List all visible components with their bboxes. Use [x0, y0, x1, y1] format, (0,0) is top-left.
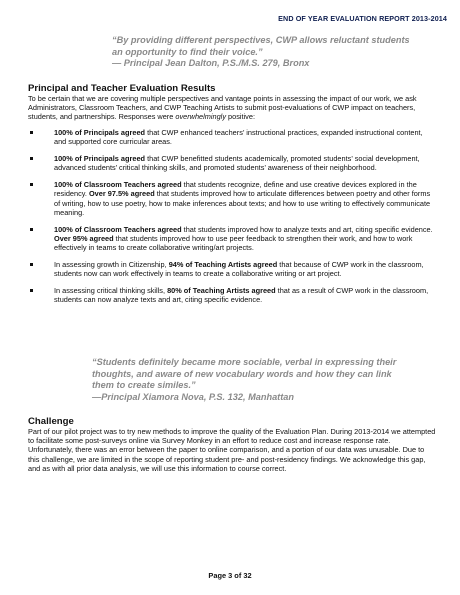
bullet-marker — [30, 263, 33, 266]
bullet-emphasis: 94% of Teaching Artists agreed — [168, 259, 278, 269]
section-heading-challenge: Challenge — [28, 416, 74, 427]
intro-paragraph — [28, 94, 436, 122]
intro-end: positive: — [226, 112, 255, 122]
report-header: END OF YEAR EVALUATION REPORT 2013-2014 — [278, 14, 447, 23]
result-list-item — [28, 180, 436, 217]
bullet-emphasis: 100% of Principals agreed — [54, 128, 146, 137]
pull-quote-1 — [112, 35, 412, 70]
bullet-text: that because of CWP work in the classroom, students now can work effectively in teams to create a collaborative writing or art project. — [54, 259, 424, 279]
result-list-item — [28, 128, 436, 146]
bullet-emphasis: 100% of Principals agreed — [54, 154, 146, 164]
result-list-item — [28, 286, 436, 304]
bullet-marker — [30, 183, 33, 186]
quote-text: “Students definitely became more sociable, verbal in expressing their thoughts, and aware of new vocabulary words and how they can link them to create similes.” — [92, 357, 397, 390]
quote-text: “By providing different perspectives, CWP allows reluctant students an opportunity to find their voice.” — [112, 35, 410, 57]
results-list — [28, 128, 436, 312]
bullet-marker — [30, 157, 33, 160]
bullet-text: In assessing growth in Citizenship, — [54, 259, 169, 269]
bullet-emphasis: 80% of Teaching Artists agreed — [167, 286, 276, 296]
page-number: Page 3 of 32 — [208, 571, 252, 580]
bullet-emphasis: 100% of Classroom Teachers agreed — [54, 224, 182, 234]
intro-emphasis: overwhelmingly — [175, 112, 226, 122]
bullet-text: that students improved how to articulate differences between poetry and other forms of writing, how to use poetry, how to make inferences about texts; and how to use writing to effectively communicate meaning. — [54, 189, 431, 217]
bullet-marker — [30, 131, 33, 134]
result-list-item — [28, 154, 436, 172]
bullet-emphasis: Over 97.5% agreed — [88, 189, 155, 199]
bullet-text: that CWP benefitted students academically, promoted students’ social development, advanced students’ critical thinking skills, and promoted students’ awareness of their neighborhood. — [54, 154, 420, 173]
bullet-emphasis: Over 95% agreed — [54, 233, 114, 243]
quote-attribution: — Principal Jean Dalton, P.S./M.S. 279, Bronx — [112, 58, 310, 68]
bullet-emphasis: 100% of Classroom Teachers agreed — [54, 180, 182, 190]
result-list-item — [28, 260, 436, 278]
challenge-paragraph: Part of our pilot project was to try new methods to improve the quality of the Evaluation Plan. During 2013-2014 we attempted to facilitate some post-surveys online via Survey Monkey in an effort to reduce cost and increase response rate. Unfortunately, there was an error between the paper to online comparison, and a portion of our data was unusable. Due to this challenge, we are limited in the scope of reporting student pre- and post-residency findings. We acknowledge this gap, and as with all prior data analysis, we will use this information to course correct. — [28, 427, 436, 473]
bullet-text: In assessing critical thinking skills, — [54, 286, 168, 296]
pull-quote-2 — [92, 357, 412, 403]
bullet-text: that students improved how to analyze texts and art, citing specific evidence. — [181, 224, 433, 234]
intro-main: To be certain that we are covering multiple perspectives and vantage points in assessing the impact of our work, we ask Administrators, Classroom Teachers, and CWP Teaching Artists to submit post-evaluations of CWP impact on teachers, students, and partnerships. Responses were — [28, 94, 417, 122]
bullet-text: that CWP enhanced teachers’ instructional practices, expanded instructional content, and supported core curricular areas. — [54, 128, 423, 147]
bullet-marker — [30, 289, 33, 292]
section-heading-evaluation-results: Principal and Teacher Evaluation Results — [28, 83, 216, 94]
bullet-text: that students recognize, define and use creative devices explored in the residency. — [54, 180, 417, 199]
quote-attribution: —Principal Xiamora Nova, P.S. 132, Manhattan — [92, 391, 295, 402]
bullet-text: that as a result of CWP work in the classroom, students can now analyze texts and art, citing specific evidence. — [54, 286, 429, 305]
result-list-item — [28, 225, 436, 253]
bullet-text: that students improved how to use peer feedback to strengthen their work, and how to work effectively in teams to create collaborative writing/art projects. — [54, 233, 413, 253]
bullet-marker — [30, 228, 33, 231]
